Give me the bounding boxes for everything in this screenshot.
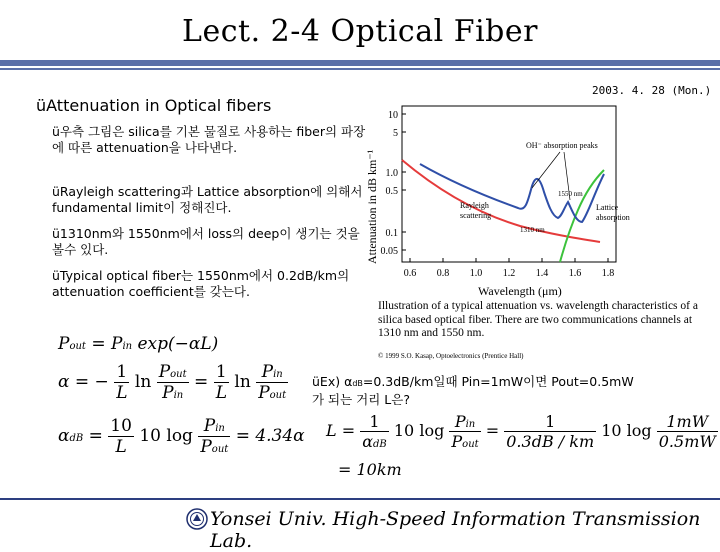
eq-symbol: α bbox=[362, 432, 374, 451]
eq-symbol: α bbox=[58, 426, 70, 446]
eq-symbol: P bbox=[58, 334, 70, 354]
example-text: üEx) α bbox=[312, 374, 353, 389]
annotation-lattice: Lattice bbox=[596, 203, 619, 212]
eq-symbol: P bbox=[203, 416, 216, 436]
example-text: =0.3dB/km일때 Pin=1mW이면 Pout=0.5mW bbox=[362, 374, 634, 389]
x-axis-label: Wavelength (μm) bbox=[478, 284, 562, 298]
example-question: 가 되는 거리 L은? bbox=[312, 392, 410, 407]
eq-subscript: out bbox=[462, 439, 479, 450]
eq-symbol: P bbox=[261, 362, 274, 382]
eq-exponential: exp(−αL) bbox=[137, 334, 219, 354]
eq-denominator: L bbox=[215, 383, 227, 403]
slide-title: Lect. 2-4 Optical Fiber bbox=[182, 14, 538, 49]
eq-symbol: P bbox=[454, 412, 466, 431]
title-rule-thin bbox=[0, 68, 720, 70]
eq-denominator: 0.3dB / km bbox=[506, 432, 595, 451]
annotation-1550: 1550 nm bbox=[558, 190, 583, 198]
title-rule-thick bbox=[0, 60, 720, 66]
x-tick-label: 1.6 bbox=[568, 268, 582, 279]
eq-numerator: 1 bbox=[360, 412, 389, 432]
eq-symbol: P bbox=[158, 362, 171, 382]
attenuation-plot bbox=[360, 104, 640, 300]
x-tick-label: 1.4 bbox=[535, 268, 549, 279]
eq-subscript: dB bbox=[373, 439, 387, 450]
eq-numerator: 1mW bbox=[657, 412, 718, 432]
example-result: = 10km bbox=[338, 460, 402, 479]
eq-numerator: 10 bbox=[110, 416, 132, 436]
y-tick-label: 0.5 bbox=[385, 186, 398, 197]
eq-subscript: in bbox=[215, 423, 225, 434]
eq-log: 10 log bbox=[393, 421, 445, 440]
x-tick-label: 1.2 bbox=[502, 268, 516, 279]
oh-pointer bbox=[532, 152, 560, 188]
bullet-2: üRayleigh scattering과 Lattice absorption에 의해서 fundamental limit이 정해진다. bbox=[52, 184, 363, 215]
eq-symbol: P bbox=[258, 383, 270, 403]
eq-denominator: L bbox=[116, 383, 128, 403]
annotation-1310: 1310 nm bbox=[520, 226, 545, 234]
bullet-3: ü1310nm와 1550nm에서 loss의 deep이 생기는 것을 볼수 있다. bbox=[52, 226, 360, 257]
footer-rule bbox=[0, 498, 720, 500]
footer-lab-name: Yonsei Univ. High-Speed Information Transmission Lab. bbox=[210, 508, 701, 552]
eq-equals: = bbox=[88, 426, 103, 446]
x-tick-label: 1.0 bbox=[469, 268, 483, 279]
eq-subscript: in bbox=[465, 419, 476, 430]
eq-subscript: out bbox=[211, 444, 229, 455]
eq-numerator: 1 bbox=[504, 412, 596, 432]
eq-symbol: P bbox=[451, 432, 463, 451]
eq-subscript: out bbox=[269, 390, 287, 401]
eq-subscript: in bbox=[273, 369, 283, 380]
figure-copyright: © 1999 S.O. Kasap, Optoelectronics (Prentice Hall) bbox=[378, 352, 524, 360]
eq-subscript: out bbox=[170, 369, 187, 380]
eq-subscript: in bbox=[173, 390, 184, 401]
equation-alpha-db bbox=[58, 416, 305, 457]
eq-symbol: P bbox=[162, 383, 174, 403]
eq-numerator: 1 bbox=[114, 362, 129, 383]
y-axis-label: Attenuation in dB km⁻¹ bbox=[365, 149, 379, 264]
eq-result: = 4.34α bbox=[235, 426, 305, 446]
eq-denominator: L bbox=[115, 437, 127, 457]
equation-pout bbox=[58, 334, 218, 354]
section-heading: üAttenuation in Optical fibers bbox=[36, 96, 272, 115]
y-tick-label: 1.0 bbox=[385, 168, 398, 179]
eq-log: 10 log bbox=[601, 421, 652, 440]
eq-equals: = bbox=[194, 372, 209, 392]
university-seal-icon bbox=[186, 508, 208, 530]
y-tick-label: 10 bbox=[388, 110, 398, 121]
x-tick-label: 1.8 bbox=[601, 268, 615, 279]
eq-denominator: 0.5mW bbox=[658, 432, 716, 451]
annotation-scattering: scattering bbox=[460, 211, 492, 220]
eq-symbol: L = bbox=[326, 421, 356, 440]
x-tick-label: 0.6 bbox=[403, 268, 417, 279]
eq-symbol: = P bbox=[91, 334, 123, 354]
eq-symbol: α = − bbox=[58, 372, 109, 392]
y-tick-label: 0.1 bbox=[385, 228, 398, 239]
figure-caption: Illustration of a typical attenuation vs. wavelength characteristics of a silica based optical fiber. There are two communications channels at 1310 nm and 1550 nm. bbox=[378, 300, 698, 339]
eq-equals: = bbox=[485, 421, 500, 440]
annotation-rayleigh: Rayleigh bbox=[460, 201, 489, 210]
eq-ln: ln bbox=[234, 372, 251, 392]
equation-alpha bbox=[58, 362, 288, 403]
example-problem bbox=[312, 374, 672, 408]
eq-subscript: dB bbox=[69, 433, 84, 444]
example-solution bbox=[326, 412, 718, 451]
bullet-1: ü우측 그림은 silica를 기본 물질로 사용하는 fiber의 파장에 따른 attenuation을 나타낸다. bbox=[52, 124, 366, 155]
eq-ln: ln bbox=[134, 372, 152, 392]
eq-log: 10 log bbox=[139, 426, 193, 446]
eq-numerator: 1 bbox=[214, 362, 229, 383]
annotation-absorption: absorption bbox=[596, 213, 630, 222]
y-tick-label: 5 bbox=[393, 128, 398, 139]
x-ticks bbox=[404, 258, 615, 279]
eq-subscript: in bbox=[122, 341, 133, 352]
eq-symbol: P bbox=[200, 437, 212, 457]
x-tick-label: 0.8 bbox=[436, 268, 450, 279]
y-tick-label: 0.05 bbox=[380, 246, 398, 257]
bullet-4: üTypical optical fiber는 1550nm에서 0.2dB/km의 attenuation coefficient를 갖는다. bbox=[52, 268, 350, 299]
example-subscript: dB bbox=[352, 379, 363, 388]
annotation-oh-peaks: OH⁻ absorption peaks bbox=[526, 141, 598, 150]
lecture-date: 2003. 4. 28 (Mon.) bbox=[592, 84, 712, 97]
eq-subscript: out bbox=[69, 341, 86, 352]
